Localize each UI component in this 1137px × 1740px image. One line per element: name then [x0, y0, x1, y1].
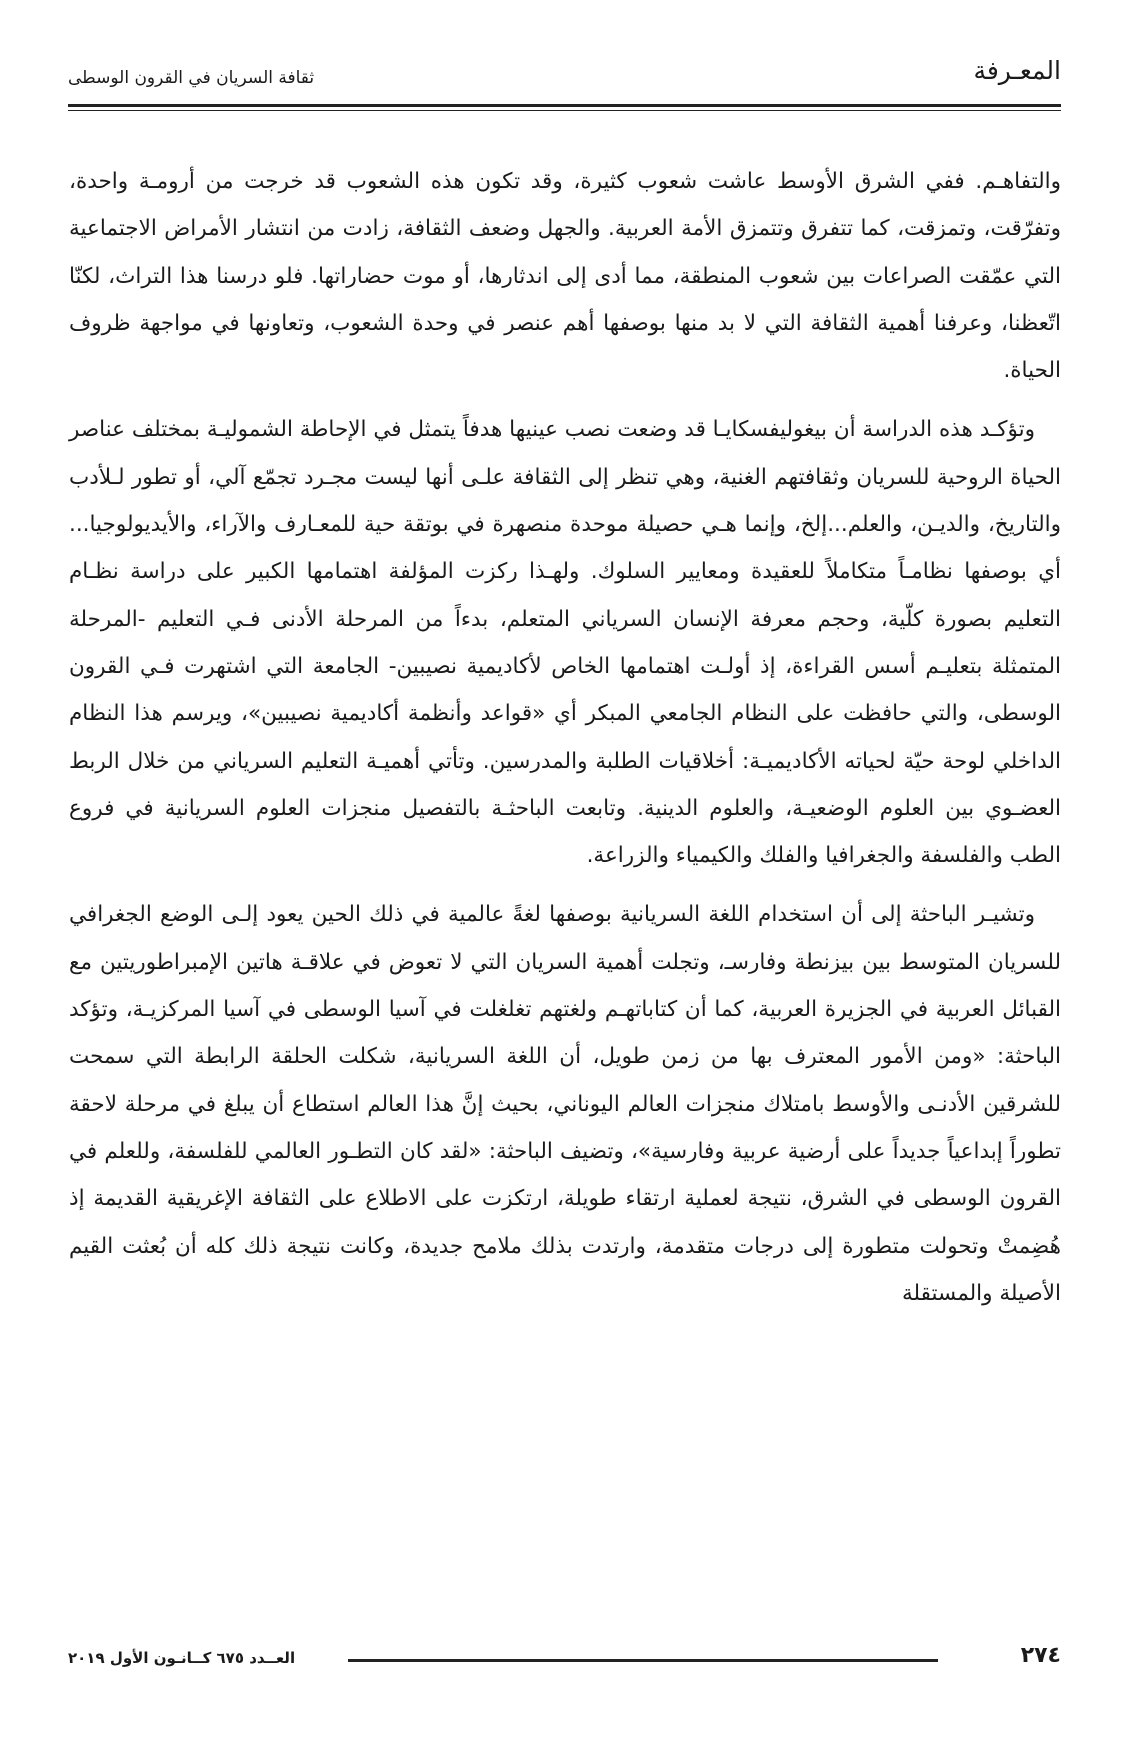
paragraph-3: وتشيـر الباحثة إلى أن استخدام اللغة السريانية بوصفها لغةً عالمية في ذلك الحين يعود إلـى الوضع الجغرافي للسريان المتوسط بين بيزنطة وفارسـ، وتجلت أهمية السريان التي لا تعوض في علاقـة هاتين الإمبراطوريتين مع القبائل العربية في الجزيرة العربية، كما أن كتاباتهـم ولغتهم تغلغلت في آسيا الوسطى في آسيا المركزيـة، وتؤكد الباحثة: «ومن الأمور المعترف بها من زمن طويل، أن اللغة السريانية، شكلت الحلقة الرابطة التي سمحت للشرقين الأدنـى والأوسط بامتلاك منجزات العالم اليوناني، بحيث إنَّ هذا العالم استطاع أن يبلغ في مرحلة لاحقة تطوراً إبداعياً جديداً على أرضية عربية وفارسية»، وتضيف الباحثة: «لقد كان التطـور العالمي للفلسفة، وللعلم في القرون الوسطى في الشرق، نتيجة لعملية ارتقاء طويلة، ارتكزت على الاطلاع على الثقافة الإغريقية القديمة إذ هُضِمتْ وتحولت متطورة إلى درجات متقدمة، وارتدت بذلك ملامح جديدة، وكانت نتيجة ذلك كله أن بُعثت القيم الأصيلة والمستقلة: [69, 902, 1061, 1306]
page-number: ٢٧٤: [1020, 1643, 1061, 1668]
paragraph-1: والتفاهـم. ففي الشرق الأوسط عاشت شعوب كثيرة، وقد تكون هذه الشعوب قد خرجت من أرومـة واحدة، وتفرّقت، وتمزقت، كما تتفرق وتتمزق الأمة العربية. والجهل وضعف الثقافة، زادت من انتشار الأمراض الاجتماعية التي عمّقت الصراعات بين شعوب المنطقة، مما أدى إلى اندثارها، أو موت حضاراتها. فلو درسنا هذا التراث، لكنّا اتّعظنا، وعرفنا أهمية الثقافة التي لا بد منها بوصفها أهم عنصر في وحدة الشعوب، وتعاونها في مواجهة ظروف الحياة.: [69, 169, 1061, 384]
paragraph-2: وتؤكـد هذه الدراسة أن بيغوليفسكايـا قد وضعت نصب عينيها هدفاً يتمثل في الإحاطة الشموليـة بمختلف عناصر الحياة الروحية للسريان وثقافتهم الغنية، وهي تنظر إلى الثقافة علـى أنها ليست مجـرد تجمّع آلي، أو تطور لـلأدب والتاريخ، والديـن، والعلم...إلخ، وإنما هـي حصيلة موحدة منصهرة في بوتقة حية للمعـارف والآراء، والأيديولوجيا... أي بوصفها نظامـاً متكاملاً للعقيدة ومعايير السلوك. ولهـذا ركزت المؤلفة اهتمامها الكبير على دراسة نظـام التعليم بصورة كلّية، وحجم معرفة الإنسان السرياني المتعلم، بدءاً من المرحلة الأدنى فـي التعليم -المرحلة المتمثلة بتعليـم أسس القراءة، إذ أولـت اهتمامها الخاص لأكاديمية نصيبين- الجامعة التي اشتهرت فـي القرون الوسطى، والتي حافظت على النظام الجامعي المبكر أي «قواعد وأنظمة أكاديمية نصيبين»، ويرسم هذا النظام الداخلي لوحة حيّة لحياته الأكاديميـة: أخلاقيات الطلبة والمدرسين. وتأتي أهميـة التعليم السرياني من خلال الربط العضـوي بين العلوم الوضعيـة، والعلوم الدينية. وتابعت الباحثـة بالتفصيل منجزات العلوم السريانية في فروع الطب والفلسفة والجغرافيا والفلك والكيمياء والزراعة.: [69, 417, 1061, 869]
header-rule: [68, 104, 1061, 107]
article-body: [69, 158, 1061, 1329]
header-rule-thin: [68, 110, 1061, 111]
issue-info: العــدد ٦٧٥ كــانـون الأول ٢٠١٩: [68, 1649, 296, 1667]
running-section-title: ثقافة السريان في القرون الوسطى: [68, 68, 315, 88]
footer-rule: [348, 1659, 938, 1662]
page-footer: [68, 1643, 1061, 1683]
journal-logo: المعـرفة: [973, 56, 1061, 85]
page-header: [68, 46, 1061, 106]
